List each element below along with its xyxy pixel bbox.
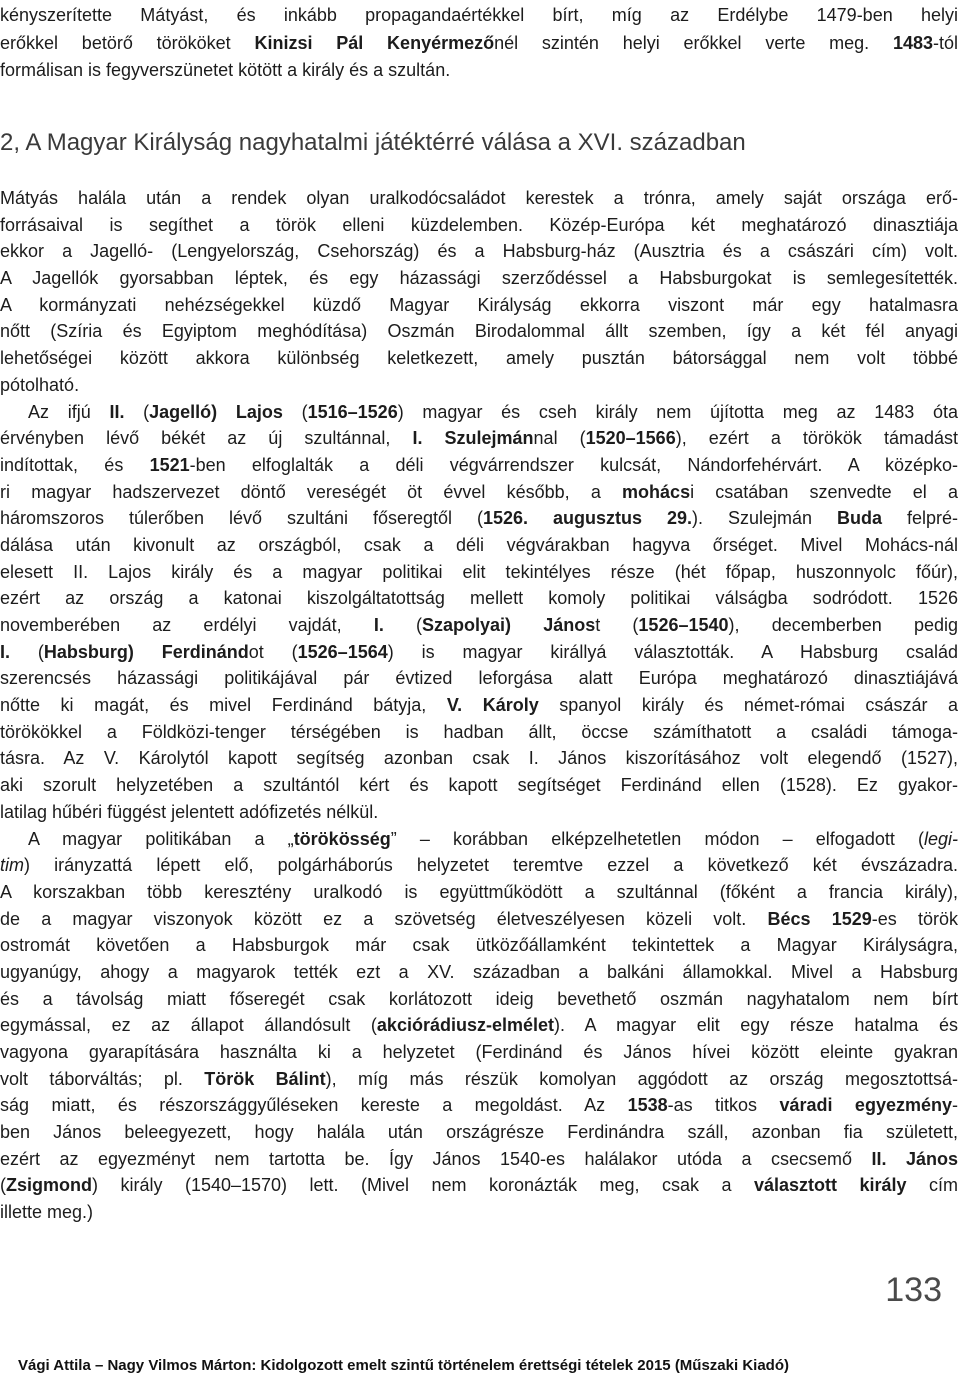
text-line bbox=[0, 292, 958, 319]
footer-citation: Vági Attila – Nagy Vilmos Márton: Kidolgozott emelt szintű történelem érettségi tételek 2015 (Műszaki Kiadó) bbox=[18, 1357, 789, 1374]
text-run: és a távolság miatt főseregét csak korlátozott ideig bevethető oszmán nagyhatalom nem bírt bbox=[0, 988, 958, 1009]
text-run: ) irányzattá lépett elő, polgárháborús helyzetet teremtve ezzel a következő két évszázadra. bbox=[24, 855, 958, 876]
bold-text: Zsigmond bbox=[6, 1175, 92, 1196]
text-line bbox=[0, 425, 958, 452]
text-line bbox=[0, 318, 958, 345]
text-line bbox=[0, 772, 958, 799]
text-run: nőtte ki magát, és mivel Ferdinánd bátyja, bbox=[0, 695, 447, 716]
text-line bbox=[0, 265, 958, 292]
bold-text: 1483 bbox=[892, 32, 933, 53]
text-line bbox=[0, 1119, 958, 1146]
text-run: ezért az egyezményt nem tartotta be. Így János 1540-es halálakor utóda a csecsemő bbox=[0, 1148, 872, 1169]
text-line bbox=[0, 185, 958, 212]
text-run: háromszoros túlerőben lévő szultáni főseregtől ( bbox=[0, 508, 484, 529]
paragraph bbox=[0, 399, 958, 826]
text-line bbox=[0, 559, 958, 586]
text-run: Mátyás halála után a rendek olyan uralkodócsaládot kerestek a trónra, amely saját országa erő- bbox=[0, 188, 958, 208]
bold-text: Szapolyai) János bbox=[422, 615, 596, 635]
text-line bbox=[0, 826, 958, 853]
text-line bbox=[0, 692, 958, 719]
text-run: ” – korábban elképzelhetetlen módon – elfogadott ( bbox=[390, 828, 924, 849]
text-run: spanyol király és német-római császár a bbox=[538, 695, 958, 716]
text-run: dálása után kivonult az országból, csak a déli végvárakban hagyva őrséget. Mivel Mohács-nál bbox=[0, 534, 958, 555]
text-run: illette meg.) bbox=[0, 1202, 94, 1223]
text-line bbox=[0, 479, 958, 506]
text-run: -tól bbox=[933, 32, 958, 53]
text-run: ). Szulejmán bbox=[692, 508, 837, 529]
text-line bbox=[0, 452, 958, 479]
text-run: egymással, ez az állapot állandósult ( bbox=[0, 1015, 377, 1036]
bold-text: 1521 bbox=[149, 454, 190, 475]
text-run: ri magyar hadszervezet döntő vereségét öt évvel később, a bbox=[0, 481, 623, 502]
italic-text: legi- bbox=[924, 828, 958, 849]
text-line bbox=[0, 879, 958, 906]
text-line bbox=[0, 30, 958, 58]
text-run: elesett II. Lajos király és a magyar politikai elit tekintélyes része (hét főpap, huszonnyolc főúr), bbox=[0, 561, 958, 582]
text-run: ot ( bbox=[248, 641, 298, 662]
text-line bbox=[0, 585, 958, 612]
text-run: formálisan is fegyverszünetet kötött a király és a szultán. bbox=[0, 60, 451, 80]
text-line bbox=[0, 1012, 958, 1039]
text-run: i csatában szenvedte el a bbox=[690, 481, 958, 502]
text-run: nal ( bbox=[533, 428, 586, 449]
text-run: ). A magyar elit egy része hatalma és bbox=[554, 1015, 958, 1036]
text-run: pótolható. bbox=[0, 374, 80, 395]
bold-text: 1538 bbox=[627, 1095, 668, 1116]
text-run: latilag hűbéri függést jelentett adófizetés nélkül. bbox=[0, 801, 379, 822]
bold-text: váradi egyezmény bbox=[779, 1095, 952, 1116]
text-run: ) király (1540–1570) lett. (Mivel nem koronázták meg, csak a bbox=[92, 1175, 754, 1196]
text-run: tásra. Az V. Károlytól kapott segítség azonban csak I. János kiszorításához volt elegendő (1527), bbox=[0, 748, 958, 769]
bold-text: akciórádiusz-elmélet bbox=[376, 1015, 554, 1036]
text-line bbox=[0, 372, 958, 399]
text-run: -es török bbox=[871, 908, 958, 929]
text-line bbox=[0, 532, 958, 559]
bold-text: Török Bálint bbox=[204, 1068, 326, 1089]
text-run: lehetőségei között akkora különbség keletkezett, amely pusztán bátorsággal nem volt többé bbox=[0, 348, 958, 369]
text-line bbox=[0, 57, 958, 85]
text-run: érvényben lévő békét az új szultánnal, bbox=[0, 428, 413, 449]
bold-text: I. bbox=[373, 615, 384, 635]
bold-text: 1526–1540 bbox=[638, 615, 729, 635]
text-run: ( bbox=[10, 641, 44, 662]
text-run: - bbox=[951, 1095, 958, 1116]
text-run: nél szintén helyi erőkkel verte meg. bbox=[494, 32, 893, 53]
text-line bbox=[0, 345, 958, 372]
text-run: novemberében az erdélyi vajdát, bbox=[0, 615, 374, 635]
text-run: A kormányzati nehézségekkel küzdő Magyar Királyság ekkorra viszont már egy hatalmasra bbox=[0, 294, 958, 315]
text-run: A magyar politikában a „ bbox=[28, 828, 294, 849]
text-line bbox=[0, 799, 958, 826]
body-text bbox=[0, 185, 958, 1226]
text-run: ), decemberben pedig bbox=[728, 615, 958, 635]
text-run: aki szorult helyzetében a szultántól kért és kapott segítséget Ferdinánd ellen (1528). Ez gyakor- bbox=[0, 775, 958, 796]
text-run: ), míg más részük komolyan aggódott az ország megosztottsá- bbox=[325, 1068, 958, 1089]
text-line bbox=[0, 2, 958, 30]
text-run: felpré- bbox=[882, 508, 958, 529]
text-run: Az ifjú bbox=[28, 401, 110, 422]
text-run: indítottak, és bbox=[0, 454, 150, 475]
text-line bbox=[0, 238, 958, 265]
bold-text: 1526–1564 bbox=[297, 641, 388, 662]
text-line bbox=[0, 1172, 958, 1199]
text-run: ( bbox=[282, 401, 308, 422]
text-run: ) is magyar királlyá választották. A Habsburg család bbox=[387, 641, 958, 662]
bold-text: II. János bbox=[871, 1148, 958, 1169]
text-run: volt táborváltás; pl. bbox=[0, 1068, 205, 1089]
text-run: ság miatt, és részországgyűléseken kereste a megoldást. Az bbox=[0, 1095, 628, 1116]
text-run: A Jagellók gyorsabban léptek, és egy házassági szerződéssel a Habsburgokat is semlegesítették. bbox=[0, 268, 958, 289]
text-run: ), ezért a törökök támadást bbox=[675, 428, 958, 449]
text-line bbox=[0, 719, 958, 746]
bold-text: II. bbox=[109, 401, 125, 422]
text-run: ben János beleegyezett, hogy halála után országrésze Ferdinándra száll, azonban fia született, bbox=[0, 1122, 958, 1143]
text-line bbox=[0, 665, 958, 692]
bold-text: Habsburg) Ferdinánd bbox=[43, 641, 249, 662]
bold-text: Buda bbox=[837, 508, 882, 529]
text-run: forrásaival is segíthet a török elleni küzdelemben. Közép-Európa két meghatározó dinasztiája bbox=[0, 214, 958, 235]
bold-text: I. bbox=[0, 641, 11, 662]
section-heading: 2, A Magyar Királyság nagyhatalmi játéktérré válása a XVI. században bbox=[0, 129, 746, 156]
bold-text: V. Károly bbox=[446, 695, 539, 716]
text-run: ostromát követően a Habsburgok már csak ütközőállamként tekintettek a Magyar Királyságra, bbox=[0, 935, 958, 956]
top-fragment bbox=[0, 2, 958, 85]
text-run: -as titkos bbox=[667, 1095, 780, 1116]
text-run: szerencsés házassági politikájával pár évtized leforgása alatt Európa meghatározó dinasztiájává bbox=[0, 668, 958, 689]
text-line bbox=[0, 1199, 958, 1226]
paragraph bbox=[0, 826, 958, 1226]
bold-text: Kinizsi Pál Kenyérmező bbox=[254, 32, 495, 53]
text-line bbox=[0, 745, 958, 772]
text-line bbox=[0, 612, 958, 639]
text-run: ( bbox=[0, 1175, 6, 1196]
text-run: ugyanúgy, ahogy a magyarok tették ezt a XV. században a balkáni államokkal. Mivel a Habsburg bbox=[0, 961, 958, 982]
text-line bbox=[0, 986, 958, 1013]
text-run: de a magyar viszonyok között ez a szövetség életveszélyesen közeli volt. bbox=[0, 908, 768, 929]
text-run: törökökkel a Földközi-tenger térségében is hadban állt, öccse számíthatott a családi támoga- bbox=[0, 721, 958, 742]
text-line bbox=[0, 932, 958, 959]
text-line bbox=[0, 959, 958, 986]
bold-text: választott király bbox=[753, 1175, 907, 1196]
text-line bbox=[0, 399, 958, 426]
text-run: ezért az ország a katonai kiszolgáltatottság mellett komoly politikai válságba sodródott. 1526 bbox=[0, 588, 958, 609]
paragraph bbox=[0, 185, 958, 399]
text-line bbox=[0, 1039, 958, 1066]
page-number: 133 bbox=[885, 1271, 942, 1309]
text-run: erőkkel betörő törököket bbox=[0, 32, 255, 53]
text-run: vagyona gyarapítására használta ki a helyzetet (Ferdinánd és János hívei között eleinte gyakran bbox=[0, 1042, 958, 1062]
bold-text: Bécs 1529 bbox=[767, 908, 872, 929]
text-run: ( bbox=[383, 615, 423, 635]
text-run: ekkor a Jagelló- (Lengyelország, Csehország) és a Habsburg-ház (Ausztria és a császári cím) volt. bbox=[0, 241, 958, 262]
bold-text: mohács bbox=[622, 481, 691, 502]
text-run: cím bbox=[906, 1175, 958, 1196]
text-line bbox=[0, 906, 958, 933]
text-line bbox=[0, 1146, 958, 1173]
text-run: ( bbox=[124, 401, 150, 422]
text-run: t ( bbox=[595, 615, 639, 635]
text-line bbox=[0, 852, 958, 879]
text-line bbox=[0, 1092, 958, 1119]
text-run: ) magyar és cseh király nem újította meg az 1483 óta bbox=[397, 401, 958, 422]
bold-text: I. Szulejmán bbox=[412, 428, 534, 449]
text-line bbox=[0, 639, 958, 666]
bold-text: törökösség bbox=[293, 828, 391, 849]
bold-text: 1526. augusztus 29. bbox=[483, 508, 693, 529]
text-run: nőtt (Szíria és Egyiptom meghódítása) Oszmán Birodalommal állt szemben, így a két fél anyagi bbox=[0, 321, 958, 342]
bold-text: Jagelló) Lajos bbox=[149, 401, 283, 422]
text-line bbox=[0, 505, 958, 532]
text-run: kényszerítette Mátyást, és inkább propagandaértékkel bírt, míg az Erdélybe 1479-ben helyi bbox=[0, 5, 958, 25]
bold-text: 1520–1566 bbox=[585, 428, 676, 449]
text-line bbox=[0, 1066, 958, 1093]
text-run: A korszakban több keresztény uralkodó is együttműködött a szultánnal (főként a francia király), bbox=[0, 881, 958, 902]
text-run: -ben elfoglalták a déli végvárrendszer kulcsát, Nándorfehérvárt. A középko- bbox=[189, 454, 958, 475]
italic-text: tim bbox=[0, 855, 24, 876]
bold-text: 1516–1526 bbox=[307, 401, 398, 422]
text-line bbox=[0, 212, 958, 239]
